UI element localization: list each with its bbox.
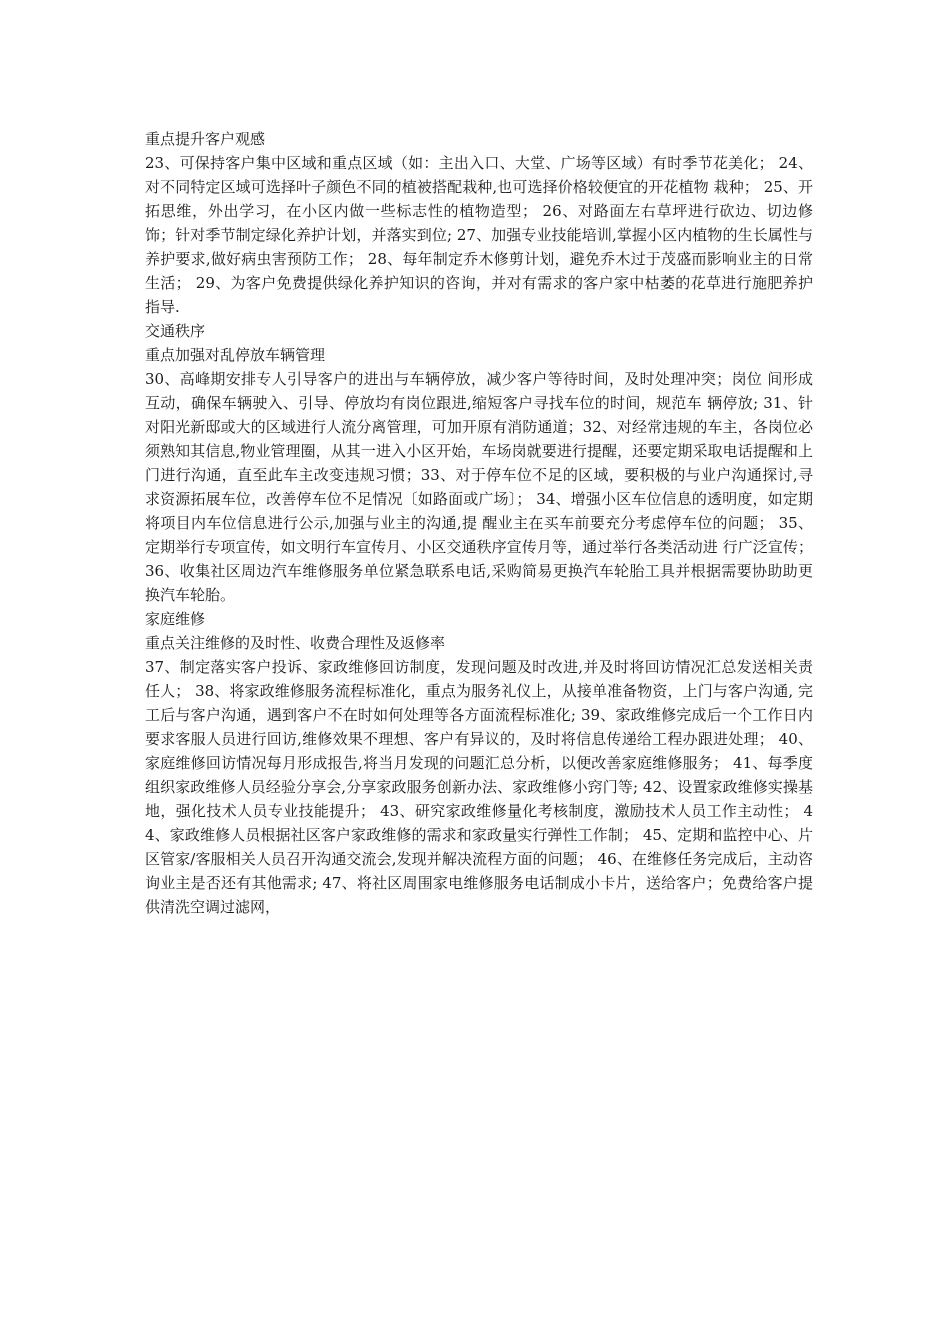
section-heading-traffic-order: 交通秩序 [145, 322, 206, 340]
section-subheading-customer-impression: 重点提升客户观感 [145, 130, 266, 148]
paragraph-repair-measures: 37、制定落实客户投诉、家政维修回访制度，发现问题及时改进,并及时将回访情况汇总发送相关责任人； 38、将家政维修服务流程标准化，重点为服务礼仪上，从接单准备物资，上门与客户沟通, 完工后与客户沟通，遇到客户不在时如何处理等各方面流程标准化; 39、家政维修完成后一个工作日内要求客服人员进行回访,维修效果不理想、客户有异议的，及时将信息传递给工程办跟进处理； 40、家庭维修回访情况每月形成报告,将当月发现的问题汇总分析，以便改善家庭维修服务； 41、每季度组织家政维修人员经验分享会,分享家政服务创新办法、家政维修小窍门等; 42、设置家政维修实操基地，强化技术人员专业技能提升； 43、研究家政维修量化考核制度，激励技术人员工作主动性； 44、家政维修人员根据社区客户家政维修的需求和家政量实行弹性工作制； 45、定期和监控中心、片区管家/客服相关人员召开沟通交流会,发现并解决流程方面的问题； 46、在维修任务完成后，主动咨询业主是否还有其他需求; 47、将社区周围家电维修服务电话制成小卡片，送给客户；免费给客户提供清洗空调过滤网， [145, 658, 813, 916]
paragraph-greening-measures: 23、可保持客户集中区域和重点区域（如：主出入口、大堂、广场等区域）有时季节花美化； 24、对不同特定区域可选择叶子颜色不同的植被搭配栽种,也可选择价格较便宜的开花植物 栽种； 25、开拓思维，外出学习，在小区内做一些标志性的植物造型； 26、对路面左右草坪进行砍边、切边修饰；针对季节制定绿化养护计划，并落实到位; 27、加强专业技能培训,掌握小区内植物的生长属性与养护要求,做好病虫害预防工作； 28、每年制定乔木修剪计划，避免乔木过于茂盛而影响业主的日常生活； 29、为客户免费提供绿化养护知识的咨询，并对有需求的客户家中枯萎的花草进行施肥养护 指导. [145, 154, 813, 316]
section-subheading-repair-focus: 重点关注维修的及时性、收费合理性及返修率 [145, 634, 446, 652]
section-heading-home-repair: 家庭维修 [145, 610, 206, 628]
section-subheading-parking-management: 重点加强对乱停放车辆管理 [145, 346, 326, 364]
paragraph-traffic-measures: 30、高峰期安排专人引导客户的进出与车辆停放，减少客户等待时间，及时处理冲突；岗位 间形成互动，确保车辆驶入、引导、停放均有岗位跟进,缩短客户寻找车位的时间，规范车 辆停放; 31、针对阳光新邸或大的区域进行人流分离管理，可加开原有消防通道；32、对经常违规的车主，各岗位必须熟知其信息,物业管理圈，从其一进入小区开始，车场岗就要进行提醒，还要定期采取电话提醒和上门进行沟通，直至此车主改变违规习惯；33、对于停车位不足的区域，要积极的与业户沟通探讨,寻求资源拓展车位，改善停车位不足情况〔如路面或广场〕； 34、增强小区车位信息的透明度，如定期将项目内车位信息进行公示,加强与业主的沟通,提 醒业主在买车前要充分考虑停车位的问题； 35、定期举行专项宣传，如文明行车宣传月、小区交通秩序宣传月等，通过举行各类活动进 行广泛宣传；36、收集社区周边汽车维修服务单位紧急联系电话,采购简易更换汽车轮胎工具并根据需要协助助更换汽车轮胎。 [145, 370, 813, 604]
document-body [145, 127, 813, 919]
